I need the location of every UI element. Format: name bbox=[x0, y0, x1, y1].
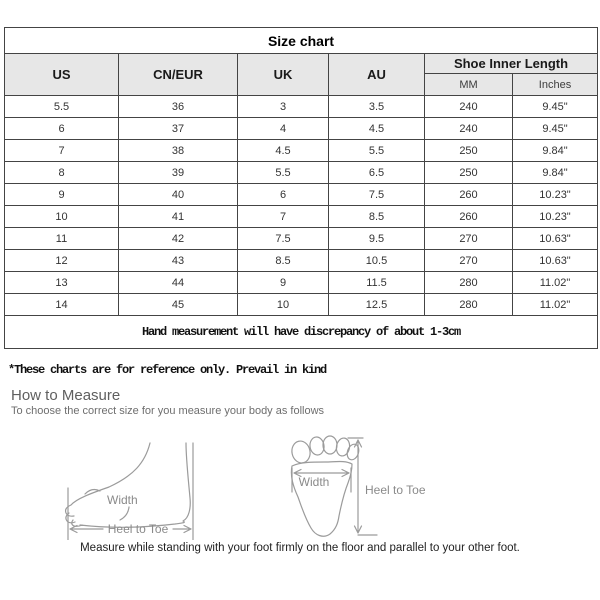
size-chart-table bbox=[4, 27, 598, 349]
table-cell: 7.5 bbox=[238, 228, 329, 250]
footprint-big-toe bbox=[290, 439, 312, 464]
table-cell: 9.45" bbox=[513, 96, 598, 118]
table-cell: 36 bbox=[119, 96, 238, 118]
table-cell: 42 bbox=[119, 228, 238, 250]
table-cell: 240 bbox=[425, 96, 513, 118]
column-header-shoe-inner-length: Shoe Inner Length bbox=[425, 54, 598, 74]
table-cell: 9.5 bbox=[329, 228, 425, 250]
table-cell: 10.63" bbox=[513, 250, 598, 272]
table-cell: 10.63" bbox=[513, 228, 598, 250]
table-cell: 41 bbox=[119, 206, 238, 228]
table-cell: 11.02" bbox=[513, 272, 598, 294]
footnote-row bbox=[5, 316, 598, 349]
table-cell: 43 bbox=[119, 250, 238, 272]
table-cell: 10 bbox=[5, 206, 119, 228]
foot-side-view-diagram bbox=[66, 443, 193, 540]
title-row bbox=[5, 28, 598, 54]
table-cell: 8 bbox=[5, 162, 119, 184]
table-cell: 3.5 bbox=[329, 96, 425, 118]
column-header-au: AU bbox=[329, 54, 425, 96]
table-row bbox=[5, 228, 598, 250]
footprint-heel-to-toe-label: Heel to Toe bbox=[365, 483, 426, 497]
footprint-toe-3 bbox=[323, 436, 337, 454]
table-cell: 4 bbox=[238, 118, 329, 140]
table-cell: 11.5 bbox=[329, 272, 425, 294]
table-cell: 14 bbox=[5, 294, 119, 316]
table-cell: 10.23" bbox=[513, 206, 598, 228]
table-cell: 4.5 bbox=[329, 118, 425, 140]
column-header-cneur: CN/EUR bbox=[119, 54, 238, 96]
table-cell: 4.5 bbox=[238, 140, 329, 162]
side-heel-to-toe-label: Heel to Toe bbox=[107, 522, 169, 536]
table-footnote: Hand measurement will have discrepancy of about 1-3cm bbox=[5, 316, 598, 349]
table-cell: 13 bbox=[5, 272, 119, 294]
footprint-width-label: Width bbox=[298, 475, 330, 489]
table-cell: 250 bbox=[425, 140, 513, 162]
table-cell: 12 bbox=[5, 250, 119, 272]
table-cell: 37 bbox=[119, 118, 238, 140]
table-cell: 260 bbox=[425, 184, 513, 206]
table-cell: 9.84" bbox=[513, 140, 598, 162]
table-row bbox=[5, 184, 598, 206]
table-cell: 270 bbox=[425, 250, 513, 272]
table-cell: 11 bbox=[5, 228, 119, 250]
table-cell: 7 bbox=[238, 206, 329, 228]
table-row bbox=[5, 272, 598, 294]
table-cell: 7 bbox=[5, 140, 119, 162]
table-cell: 44 bbox=[119, 272, 238, 294]
table-row bbox=[5, 118, 598, 140]
table-cell: 5.5 bbox=[5, 96, 119, 118]
column-header-uk: UK bbox=[238, 54, 329, 96]
table-body bbox=[5, 96, 598, 316]
column-header-us: US bbox=[5, 54, 119, 96]
table-cell: 6.5 bbox=[329, 162, 425, 184]
how-to-measure-heading: How to Measure bbox=[11, 387, 121, 404]
table-row bbox=[5, 294, 598, 316]
side-width-label: Width bbox=[107, 493, 138, 507]
foot-side-outline bbox=[66, 443, 191, 527]
table-cell: 8.5 bbox=[238, 250, 329, 272]
table-cell: 7.5 bbox=[329, 184, 425, 206]
table-cell: 40 bbox=[119, 184, 238, 206]
table-cell: 9 bbox=[5, 184, 119, 206]
table-cell: 10 bbox=[238, 294, 329, 316]
table-cell: 10.5 bbox=[329, 250, 425, 272]
table-cell: 38 bbox=[119, 140, 238, 162]
footprint-diagram bbox=[290, 436, 426, 536]
sub-header-inches: Inches bbox=[513, 74, 598, 96]
table-cell: 270 bbox=[425, 228, 513, 250]
measure-caption: Measure while standing with your foot firmly on the floor and parallel to your other foot. bbox=[80, 542, 520, 554]
table-cell: 280 bbox=[425, 272, 513, 294]
reference-note: *These charts are for reference only. Prevail in kind bbox=[8, 363, 327, 377]
sub-header-mm: MM bbox=[425, 74, 513, 96]
table-footer bbox=[5, 316, 598, 349]
table-cell: 280 bbox=[425, 294, 513, 316]
table-cell: 6 bbox=[238, 184, 329, 206]
table-cell: 240 bbox=[425, 118, 513, 140]
table-cell: 260 bbox=[425, 206, 513, 228]
table-cell: 250 bbox=[425, 162, 513, 184]
table-cell: 39 bbox=[119, 162, 238, 184]
table-title: Size chart bbox=[5, 28, 598, 54]
table-cell: 5.5 bbox=[329, 140, 425, 162]
table-row bbox=[5, 96, 598, 118]
table-cell: 6 bbox=[5, 118, 119, 140]
table-cell: 12.5 bbox=[329, 294, 425, 316]
table-row bbox=[5, 250, 598, 272]
table-cell: 10.23" bbox=[513, 184, 598, 206]
table-cell: 45 bbox=[119, 294, 238, 316]
table-row bbox=[5, 140, 598, 162]
footprint-heel-to-toe-arrow bbox=[355, 440, 362, 533]
table-cell: 11.02" bbox=[513, 294, 598, 316]
table-cell: 9.45" bbox=[513, 118, 598, 140]
table-cell: 5.5 bbox=[238, 162, 329, 184]
how-to-measure-subheading: To choose the correct size for you measure your body as follows bbox=[11, 405, 325, 417]
table-header bbox=[5, 28, 598, 96]
table-row bbox=[5, 162, 598, 184]
column-header-row bbox=[5, 54, 598, 74]
table-cell: 9 bbox=[238, 272, 329, 294]
table-cell: 9.84" bbox=[513, 162, 598, 184]
table-row bbox=[5, 206, 598, 228]
table-cell: 3 bbox=[238, 96, 329, 118]
measurement-diagram bbox=[45, 428, 565, 540]
table-cell: 8.5 bbox=[329, 206, 425, 228]
